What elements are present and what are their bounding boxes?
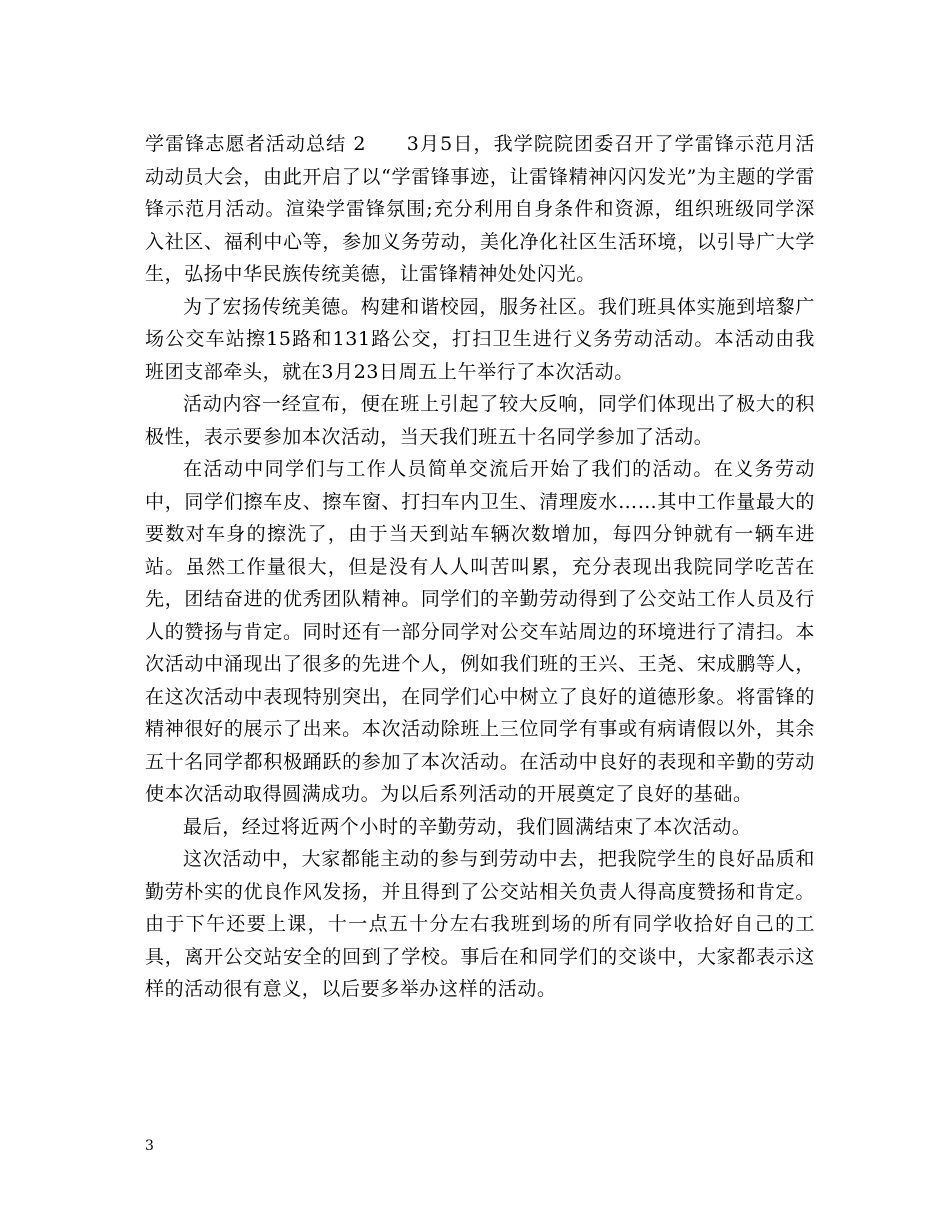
page-number: 3	[145, 1138, 154, 1154]
paragraph-conclusion: 最后，经过将近两个小时的辛勤劳动，我们圆满结束了本次活动。	[183, 815, 752, 838]
paragraph-summary: 这次活动中，大家都能主动的参与到劳动中去，把我院学生的良好品质和勤劳朴实的优良作风发扬，并且得到了公交站相关负责人得高度赞扬和肯定。由于下午还要上课，十一点五十分左右我班到场的所有同学收拾好自己的工具，离开公交站安全的回到了学校。事后在和同学们的交谈中，大家都表示这样的活动很有意义，以后要多举办这样的活动。	[145, 848, 815, 1000]
paragraph-purpose: 为了宏扬传统美德。构建和谐校园，服务社区。我们班具体实施到培黎广场公交车站擦15路和131路公交，打扫卫生进行义务劳动活动。本活动由我班团支部牵头，就在3月23日周五上午举行了本次活动。	[145, 295, 815, 383]
paragraph-announcement: 活动内容一经宣布，便在班上引起了较大反响，同学们体现出了极大的积极性，表示要参加本次活动，当天我们班五十名同学参加了活动。	[145, 393, 815, 448]
paragraph-activity: 在活动中同学们与工作人员简单交流后开始了我们的活动。在义务劳动中，同学们擦车皮、擦车窗、打扫车内卫生、清理废水……其中工作量最大的要数对车身的擦洗了，由于当天到站车辆次数增加，每四分钟就有一辆车进站。虽然工作量很大，但是没有人人叫苦叫累，充分表现出我院同学吃苦在先，团结奋进的优秀团队精神。同学们的辛勤劳动得到了公交站工作人员及行人的赞扬与肯定。同时还有一部分同学对公交车站周边的环境进行了清扫。本次活动中涌现出了很多的先进个人，例如我们班的王兴、王尧、宋成鹏等人，在这次活动中表现特别突出，在同学们心中树立了良好的道德形象。将雷锋的精神很好的展示了出来。本次活动除班上三位同学有事或有病请假以外，其余五十名同学都积极踊跃的参加了本次活动。在活动中良好的表现和辛勤的劳动使本次活动取得圆满成功。为以后系列活动的开展奠定了良好的基础。	[145, 458, 815, 805]
paragraph-intro: 学雷锋志愿者活动总结 2 3月5日，我学院院团委召开了学雷锋示范月活动动员大会，由此开启了以“学雷锋事迹，让雷锋精神闪闪发光”为主题的学雷锋示范月活动。渲染学雷锋氛围;充分利用自身条件和资源，组织班级同学深入社区、福利中心等，参加义务劳动，美化净化社区生活环境，以引导广大学生，弘扬中华民族传统美德，让雷锋精神处处闪光。	[145, 133, 815, 285]
document-body	[145, 128, 815, 1006]
